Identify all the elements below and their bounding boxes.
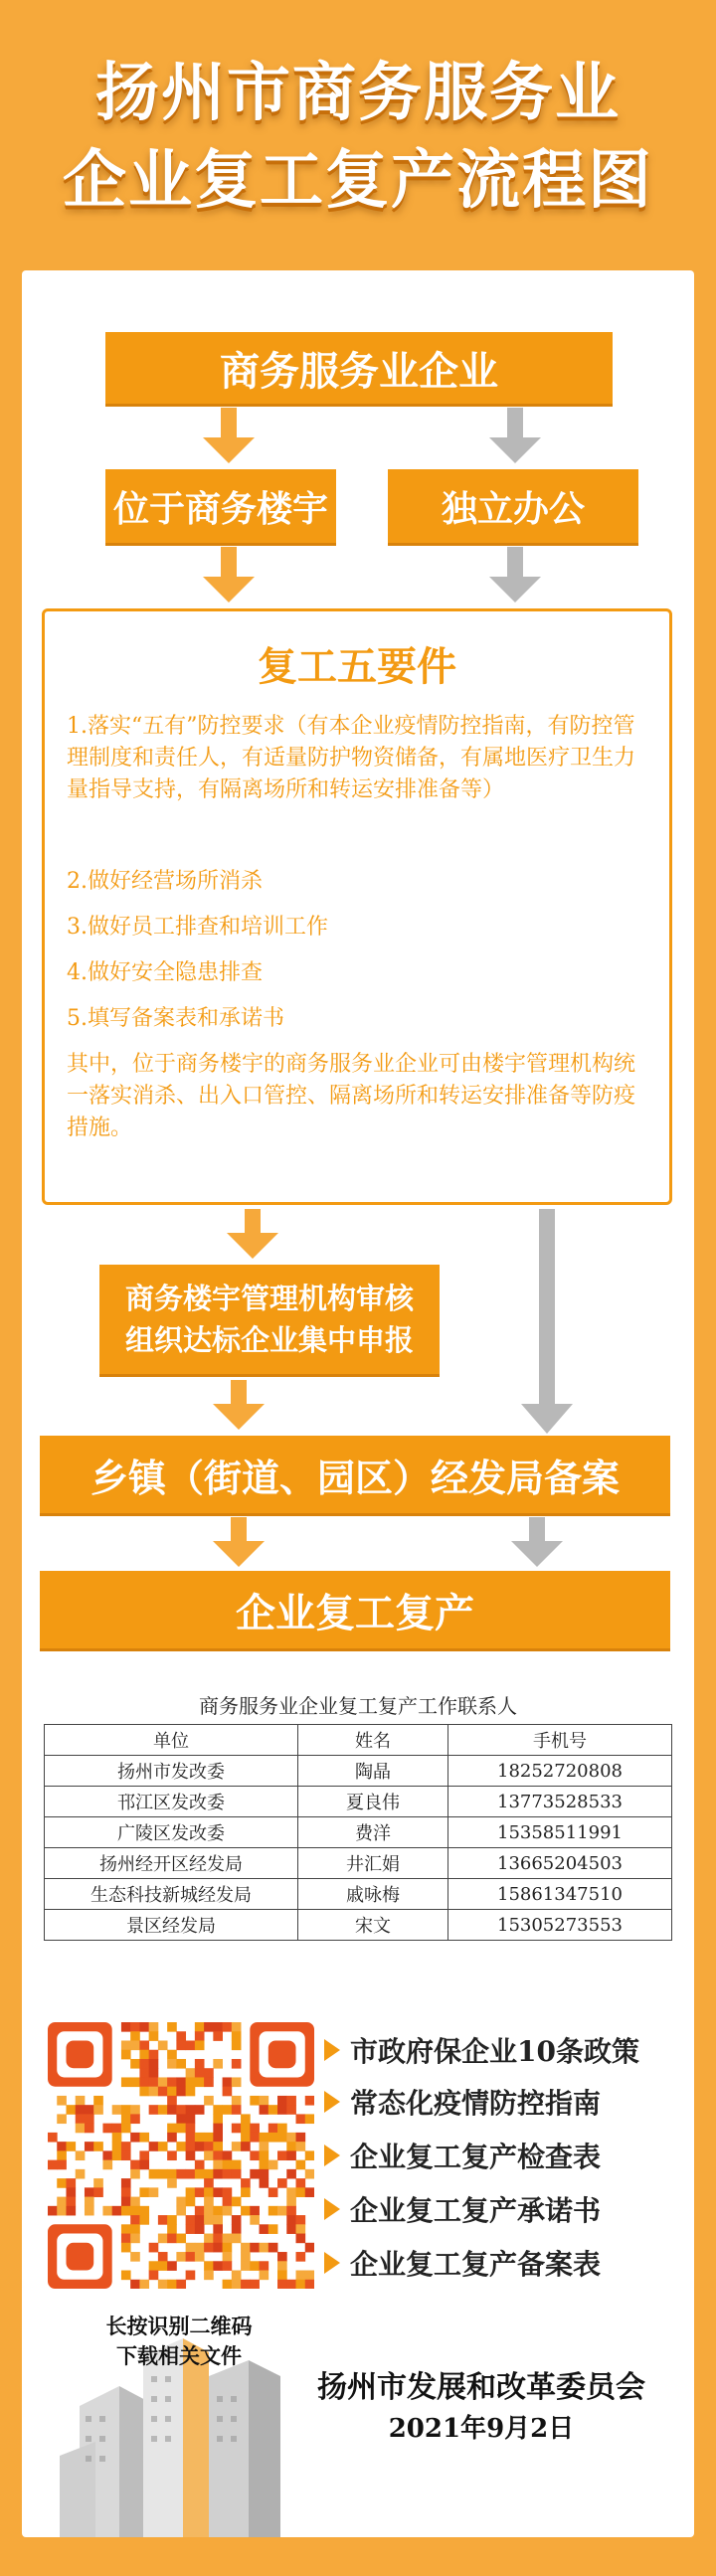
cell-phone: 15305273553: [448, 1910, 672, 1941]
arrow-down-orange-2: [199, 547, 259, 604]
download-link-1[interactable]: [324, 2030, 639, 2070]
arrow-down-orange-5: [209, 1517, 268, 1569]
triangle-right-icon: [324, 2039, 340, 2061]
review-line-1: 商务楼宇管理机构审核: [124, 1282, 414, 1315]
qr-caption-2: 下载相关文件: [116, 2343, 242, 2368]
qr-caption-1: 长按识别二维码: [105, 2314, 253, 2338]
download-label: 企业复工复产备案表: [350, 2248, 602, 2281]
five-requirements-heading: 复工五要件: [258, 643, 456, 690]
table-header-row: [45, 1725, 672, 1756]
footer-org: 扬州市发展和改革委员会: [317, 2370, 645, 2405]
cell-phone: 15358511991: [448, 1817, 672, 1848]
triangle-right-icon: [324, 2145, 340, 2166]
flow-review-box: [99, 1265, 440, 1374]
download-label: 市政府保企业10条政策: [350, 2035, 639, 2068]
cell-name: 戚咏梅: [298, 1879, 448, 1910]
triangle-right-icon: [324, 2091, 340, 2113]
flow-record-box: 乡镇（街道、园区）经发局备案: [40, 1436, 670, 1513]
requirement-item-3: 3.做好员工排查和培训工作: [67, 915, 328, 940]
page-title-line1: 扬州市商务服务业: [95, 56, 621, 130]
table-row: [45, 1848, 672, 1879]
cell-phone: 13665204503: [448, 1848, 672, 1879]
triangle-right-icon: [324, 2198, 340, 2220]
qr-code-icon[interactable]: [48, 2022, 314, 2289]
table-row: [45, 1879, 672, 1910]
five-requirements-box: [42, 608, 672, 1205]
download-label: 企业复工复产检查表: [350, 2141, 602, 2173]
triangle-right-icon: [324, 2252, 340, 2274]
header-unit: 单位: [45, 1725, 298, 1756]
table-row: [45, 1817, 672, 1848]
contacts-table: [44, 1724, 672, 1941]
cell-name: 井汇娟: [298, 1848, 448, 1879]
table-row: [45, 1756, 672, 1787]
header-name: 姓名: [298, 1725, 448, 1756]
download-link-5[interactable]: [324, 2243, 601, 2283]
arrow-down-gray-2: [485, 547, 545, 604]
contacts-title: 商务服务业企业复工复产工作联系人: [199, 1694, 517, 1718]
flow-top-box: 商务服务业企业: [105, 332, 613, 404]
download-link-3[interactable]: [324, 2136, 601, 2175]
requirement-note: 其中，位于商务楼宇的商务服务业企业可由楼宇管理机构统一落实消杀、出入口管控、隔离场所和转运安排准备等防疫措施。: [67, 1052, 636, 1140]
download-link-4[interactable]: [324, 2189, 601, 2229]
cell-phone: 13773528533: [448, 1787, 672, 1817]
download-label: 企业复工复产承诺书: [350, 2194, 602, 2227]
header-phone: 手机号: [448, 1725, 672, 1756]
cell-phone: 15861347510: [448, 1879, 672, 1910]
arrow-down-orange-4: [209, 1380, 268, 1432]
requirement-item-2: 2.做好经营场所消杀: [67, 869, 263, 894]
requirement-item-5: 5.填写备案表和承诺书: [67, 1006, 284, 1031]
requirement-item-1: 1.落实“五有”防控要求（有本企业疫情防控指南，有防控管理制度和责任人，有适量防护物资储备，有属地医疗卫生力量指导支持，有隔离场所和转运安排准备等）: [67, 714, 636, 802]
download-link-2[interactable]: [324, 2082, 601, 2122]
cell-unit: 广陵区发改委: [45, 1817, 298, 1848]
table-row: [45, 1787, 672, 1817]
arrow-down-gray-long: [517, 1209, 577, 1436]
cell-unit: 扬州经开区经发局: [45, 1848, 298, 1879]
cell-unit: 邗江区发改委: [45, 1787, 298, 1817]
arrow-down-orange-3: [223, 1209, 282, 1261]
arrow-down-orange-1: [199, 408, 259, 465]
table-row: [45, 1910, 672, 1941]
flow-right-branch: 独立办公: [388, 469, 638, 543]
cell-name: 陶晶: [298, 1756, 448, 1787]
arrow-down-gray-3: [507, 1517, 567, 1569]
flow-final-box: 企业复工复产: [40, 1571, 670, 1648]
cell-unit: 扬州市发改委: [45, 1756, 298, 1787]
cell-name: 夏良伟: [298, 1787, 448, 1817]
requirement-item-4: 4.做好安全隐患排查: [67, 960, 263, 985]
download-label: 常态化疫情防控指南: [350, 2087, 602, 2120]
footer-date: 2021年9月2日: [388, 2414, 575, 2444]
cell-unit: 景区经发局: [45, 1910, 298, 1941]
cell-unit: 生态科技新城经发局: [45, 1879, 298, 1910]
cell-name: 费洋: [298, 1817, 448, 1848]
review-line-2: 组织达标企业集中申报: [124, 1323, 414, 1357]
cell-phone: 18252720808: [448, 1756, 672, 1787]
cell-name: 宋文: [298, 1910, 448, 1941]
arrow-down-gray-1: [485, 408, 545, 465]
page-title-line2: 企业复工复产流程图: [63, 143, 653, 218]
flow-left-branch: 位于商务楼宇: [105, 469, 336, 543]
